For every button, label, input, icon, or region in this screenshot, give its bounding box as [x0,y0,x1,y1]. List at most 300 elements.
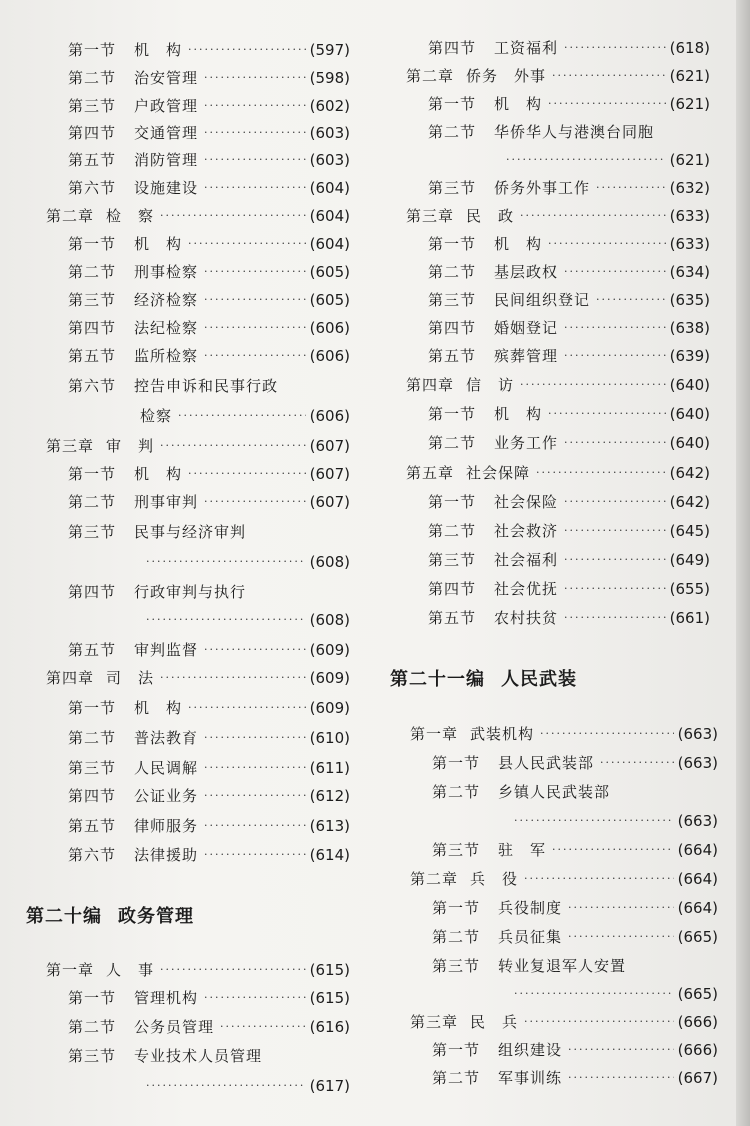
leader-dots [204,316,306,340]
leader-dots [146,550,306,574]
toc-section-entry [68,784,350,808]
entry-title: 机 构 [494,95,543,113]
page-number: (632) [669,179,710,197]
page-number: (617) [309,1077,350,1095]
page-number: (667) [677,1069,718,1087]
entry-number: 第四节 [68,319,117,337]
entry-title: 民 政 [466,207,515,225]
page-number: (610) [309,729,350,747]
entry-title: 华侨华人与港澳台同胞 [494,123,655,141]
entry-number: 第四节 [68,787,117,805]
entry-title: 设施建设 [134,179,199,197]
page-number: (638) [669,319,710,337]
entry-title: 基层政权 [494,263,559,281]
page-number: (666) [677,1013,718,1031]
entry-title: 人民调解 [134,759,199,777]
toc-section-entry [428,431,710,455]
leader-dots [188,462,306,486]
toc-section-entry [428,344,710,368]
leader-dots [552,64,666,88]
entry-title: 交通管理 [134,124,199,142]
entry-title: 控告申诉和民事行政 [134,377,279,395]
entry-number: 第一节 [68,465,117,483]
entry-title: 兵役制度 [498,899,563,917]
leader-dots [204,121,306,145]
leader-dots [564,36,666,60]
entry-title: 刑事检察 [134,263,199,281]
entry-title: 农村扶贫 [494,609,559,627]
entry-number: 第六节 [68,179,117,197]
entry-title: 社会福利 [494,551,559,569]
leader-dots [160,958,306,982]
toc-section-entry [68,260,350,284]
leader-dots [536,461,666,485]
toc-chapter-entry [406,64,710,88]
entry-title: 经济检察 [134,291,199,309]
page-number: (612) [309,787,350,805]
leader-dots [204,638,306,662]
toc-chapter-entry [410,722,718,746]
leader-dots [596,176,666,200]
entry-title: 公证业务 [134,787,199,805]
entry-number: 第二节 [432,1069,481,1087]
page-number: (635) [669,291,710,309]
page-number: (664) [677,870,718,888]
page-number: (661) [669,609,710,627]
entry-number: 第二节 [432,928,481,946]
page-number: (615) [309,961,350,979]
toc-chapter-entry [406,461,710,485]
entry-title: 专业技术人员管理 [134,1047,263,1065]
page-number: (666) [677,1041,718,1059]
entry-title: 军事训练 [498,1069,563,1087]
entry-title: 社会优抚 [494,580,559,598]
leader-dots [204,94,306,118]
toc-section-entry [68,756,350,780]
leader-dots [548,232,666,256]
toc-section-entry [68,580,350,604]
toc-chapter-entry [410,1010,718,1034]
entry-number: 第三节 [68,97,117,115]
entry-title: 社会救济 [494,522,559,540]
leader-dots [188,696,306,720]
toc-section-entry [68,638,350,662]
entry-title: 法纪检察 [134,319,199,337]
leader-dots [204,814,306,838]
page-number: (642) [669,464,710,482]
page-number: (608) [309,553,350,571]
entry-number: 第三章 [410,1013,459,1031]
entry-number: 第四章 [406,376,455,394]
entry-title: 机 构 [134,465,183,483]
page-number: (639) [669,347,710,365]
entry-number: 第五节 [68,347,117,365]
entry-number: 第一节 [428,493,477,511]
toc-section-entry [508,982,718,1006]
page-number: (621) [669,67,710,85]
leader-dots [564,606,666,630]
page-number: (621) [669,151,710,169]
toc-section-entry [428,519,710,543]
toc-section-entry [428,490,710,514]
page-number: (609) [309,699,350,717]
entry-number: 第二节 [68,263,117,281]
page-number: (640) [669,376,710,394]
entry-number: 第二节 [428,522,477,540]
entry-title: 机 构 [494,405,543,423]
toc-section-entry [432,925,718,949]
entry-title: 乡镇人民武装部 [498,783,611,801]
entry-number: 第四节 [428,319,477,337]
leader-dots [564,344,666,368]
entry-title: 机 构 [134,235,183,253]
toc-chapter-entry [410,867,718,891]
entry-title: 民 兵 [470,1013,519,1031]
toc-section-entry [140,1074,350,1098]
toc-section-entry [140,608,350,632]
toc-section-entry [68,94,350,118]
toc-section-entry [68,490,350,514]
page-number: (611) [309,759,350,777]
leader-dots [596,288,666,312]
page-number: (618) [669,39,710,57]
entry-number: 第一节 [432,1041,481,1059]
entry-number: 第三节 [428,291,477,309]
part-number: 第二十编 [26,906,102,927]
leader-dots [564,519,666,543]
leader-dots [204,843,306,867]
entry-number: 第二节 [428,123,477,141]
page-number: (664) [677,841,718,859]
entry-title: 审判监督 [134,641,199,659]
leader-dots [204,490,306,514]
entry-number: 第五节 [428,609,477,627]
leader-dots [204,756,306,780]
toc-section-entry [432,1066,718,1090]
page-number: (602) [309,97,350,115]
toc-section-entry [68,843,350,867]
leader-dots [514,982,674,1006]
toc-section-entry [428,120,710,144]
entry-number: 第二节 [68,69,117,87]
leader-dots [568,1066,674,1090]
page-number: (621) [669,95,710,113]
toc-section-entry [68,288,350,312]
leader-dots [540,722,674,746]
page-number: (605) [309,291,350,309]
toc-chapter-entry [406,373,710,397]
entry-title: 行政审判与执行 [134,583,247,601]
entry-title: 检察 [140,407,173,425]
entry-number: 第一节 [68,41,117,59]
entry-title: 检 察 [106,207,155,225]
page-number: (607) [309,493,350,511]
leader-dots [548,402,666,426]
entry-number: 第二节 [68,1018,117,1036]
entry-number: 第一章 [410,725,459,743]
toc-section-entry [428,606,710,630]
entry-number: 第五节 [68,151,117,169]
leader-dots [178,404,306,428]
entry-number: 第一节 [432,899,481,917]
entry-title: 侨务 外事 [466,67,547,85]
toc-section-entry [68,232,350,256]
page-number: (640) [669,405,710,423]
entry-title: 组织建设 [498,1041,563,1059]
entry-number: 第三节 [68,759,117,777]
entry-number: 第三节 [428,179,477,197]
toc-chapter-entry [46,958,350,982]
page-number: (663) [677,754,718,772]
leader-dots [524,1010,674,1034]
page-number: (640) [669,434,710,452]
leader-dots [146,1074,306,1098]
toc-section-entry [432,780,718,804]
toc-chapter-entry [46,666,350,690]
toc-section-entry [432,1038,718,1062]
entry-number: 第一节 [428,95,477,113]
part-name: 政务管理 [118,906,194,927]
toc-chapter-entry [46,434,350,458]
page-number: (604) [309,235,350,253]
entry-title: 公务员管理 [134,1018,215,1036]
leader-dots [520,204,666,228]
leader-dots [568,925,674,949]
toc-section-entry [68,726,350,750]
page-number: (606) [309,319,350,337]
entry-number: 第四节 [428,39,477,57]
leader-dots [552,838,674,862]
leader-dots [600,751,674,775]
toc-chapter-entry [406,204,710,228]
page-number: (649) [669,551,710,569]
entry-number: 第一章 [46,961,95,979]
leader-dots [568,1038,674,1062]
entry-number: 第五节 [68,817,117,835]
entry-title: 机 构 [134,41,183,59]
toc-section-entry [432,896,718,920]
entry-title: 户政管理 [134,97,199,115]
entry-number: 第三章 [406,207,455,225]
entry-number: 第一节 [68,699,117,717]
entry-title: 民间组织登记 [494,291,591,309]
page-number: (598) [309,69,350,87]
entry-title: 兵 役 [470,870,519,888]
entry-title: 法律援助 [134,846,199,864]
leader-dots [204,176,306,200]
leader-dots [524,867,674,891]
entry-title: 消防管理 [134,151,199,169]
entry-number: 第二章 [46,207,95,225]
entry-number: 第四节 [68,124,117,142]
leader-dots [514,809,674,833]
entry-number: 第一节 [428,405,477,423]
toc-section-entry [68,696,350,720]
part-title [26,902,194,928]
toc-section-entry [68,148,350,172]
page-number: (606) [309,347,350,365]
page-number: (607) [309,437,350,455]
entry-title: 机 构 [494,235,543,253]
leader-dots [204,726,306,750]
part-name: 人民武装 [501,669,577,690]
leader-dots [204,986,306,1010]
entry-title: 驻 军 [498,841,547,859]
entry-title: 婚姻登记 [494,319,559,337]
page-number: (642) [669,493,710,511]
entry-number: 第一节 [68,989,117,1007]
entry-title: 殡葬管理 [494,347,559,365]
entry-number: 第一节 [432,754,481,772]
toc-section-entry [428,92,710,116]
entry-title: 监所检察 [134,347,199,365]
entry-title: 律师服务 [134,817,199,835]
entry-number: 第三章 [46,437,95,455]
toc-section-entry [432,751,718,775]
page-number: (607) [309,465,350,483]
toc-section-entry [432,838,718,862]
toc-section-entry [68,520,350,544]
toc-section-entry [428,36,710,60]
entry-number: 第五节 [68,641,117,659]
entry-number: 第二节 [428,263,477,281]
leader-dots [204,344,306,368]
toc-section-entry [140,404,350,428]
entry-number: 第三节 [68,1047,117,1065]
entry-number: 第五章 [406,464,455,482]
entry-number: 第四章 [46,669,95,687]
page-number: (603) [309,151,350,169]
toc-section-entry [500,148,710,172]
entry-title: 司 法 [106,669,155,687]
page-number: (616) [309,1018,350,1036]
entry-number: 第三节 [432,957,481,975]
book-spine [736,0,750,1126]
entry-number: 第一节 [68,235,117,253]
entry-title: 机 构 [134,699,183,717]
entry-title: 武装机构 [470,725,535,743]
entry-title: 侨务外事工作 [494,179,591,197]
part-title [390,665,577,691]
entry-number: 第三节 [68,523,117,541]
leader-dots [520,373,666,397]
page-number: (664) [677,899,718,917]
page-number: (597) [309,41,350,59]
page-number: (608) [309,611,350,629]
page-number: (609) [309,641,350,659]
leader-dots [564,316,666,340]
toc-section-entry [68,374,350,398]
page-number: (613) [309,817,350,835]
leader-dots [204,288,306,312]
entry-number: 第六节 [68,846,117,864]
toc-section-entry [68,1015,350,1039]
leader-dots [188,232,306,256]
entry-title: 县人民武装部 [498,754,595,772]
toc-section-entry [68,66,350,90]
page-number: (609) [309,669,350,687]
entry-number: 第二章 [406,67,455,85]
leader-dots [564,548,666,572]
page-number: (604) [309,179,350,197]
part-number: 第二十一编 [390,669,485,690]
page-number: (665) [677,928,718,946]
page-number: (615) [309,989,350,1007]
leader-dots [160,434,306,458]
leader-dots [564,490,666,514]
leader-dots [146,608,306,632]
entry-title: 业务工作 [494,434,559,452]
entry-number: 第五节 [428,347,477,365]
toc-section-entry [428,402,710,426]
page-number: (633) [669,235,710,253]
toc-section-entry [68,814,350,838]
leader-dots [564,577,666,601]
leader-dots [204,260,306,284]
toc-section-entry [68,1044,350,1068]
page-number: (663) [677,725,718,743]
leader-dots [204,148,306,172]
entry-title: 转业复退军人安置 [498,957,627,975]
entry-number: 第三节 [68,291,117,309]
entry-number: 第三节 [428,551,477,569]
toc-section-entry [428,548,710,572]
entry-number: 第四节 [428,580,477,598]
entry-title: 民事与经济审判 [134,523,247,541]
entry-title: 信 访 [466,376,515,394]
toc-section-entry [508,809,718,833]
page-number: (665) [677,985,718,1003]
toc-section-entry [68,344,350,368]
page-number: (663) [677,812,718,830]
toc-section-entry [428,316,710,340]
leader-dots [220,1015,306,1039]
page-number: (614) [309,846,350,864]
leader-dots [564,431,666,455]
entry-number: 第二节 [68,493,117,511]
toc-section-entry [68,316,350,340]
leader-dots [204,784,306,808]
toc-section-entry [428,577,710,601]
toc-section-entry [428,288,710,312]
entry-title: 审 判 [106,437,155,455]
page-number: (633) [669,207,710,225]
leader-dots [188,38,306,62]
entry-number: 第三节 [432,841,481,859]
entry-title: 管理机构 [134,989,199,1007]
entry-number: 第六节 [68,377,117,395]
page-number: (634) [669,263,710,281]
page-number: (603) [309,124,350,142]
toc-section-entry [68,986,350,1010]
leader-dots [548,92,666,116]
leader-dots [568,896,674,920]
entry-number: 第二节 [432,783,481,801]
entry-title: 兵员征集 [498,928,563,946]
entry-title: 治安管理 [134,69,199,87]
leader-dots [506,148,666,172]
leader-dots [564,260,666,284]
toc-section-entry [432,954,718,978]
entry-number: 第四节 [68,583,117,601]
toc-section-entry [428,176,710,200]
entry-number: 第一节 [428,235,477,253]
leader-dots [204,66,306,90]
entry-title: 普法教育 [134,729,199,747]
toc-section-entry [68,462,350,486]
entry-title: 工资福利 [494,39,559,57]
toc-section-entry [68,176,350,200]
